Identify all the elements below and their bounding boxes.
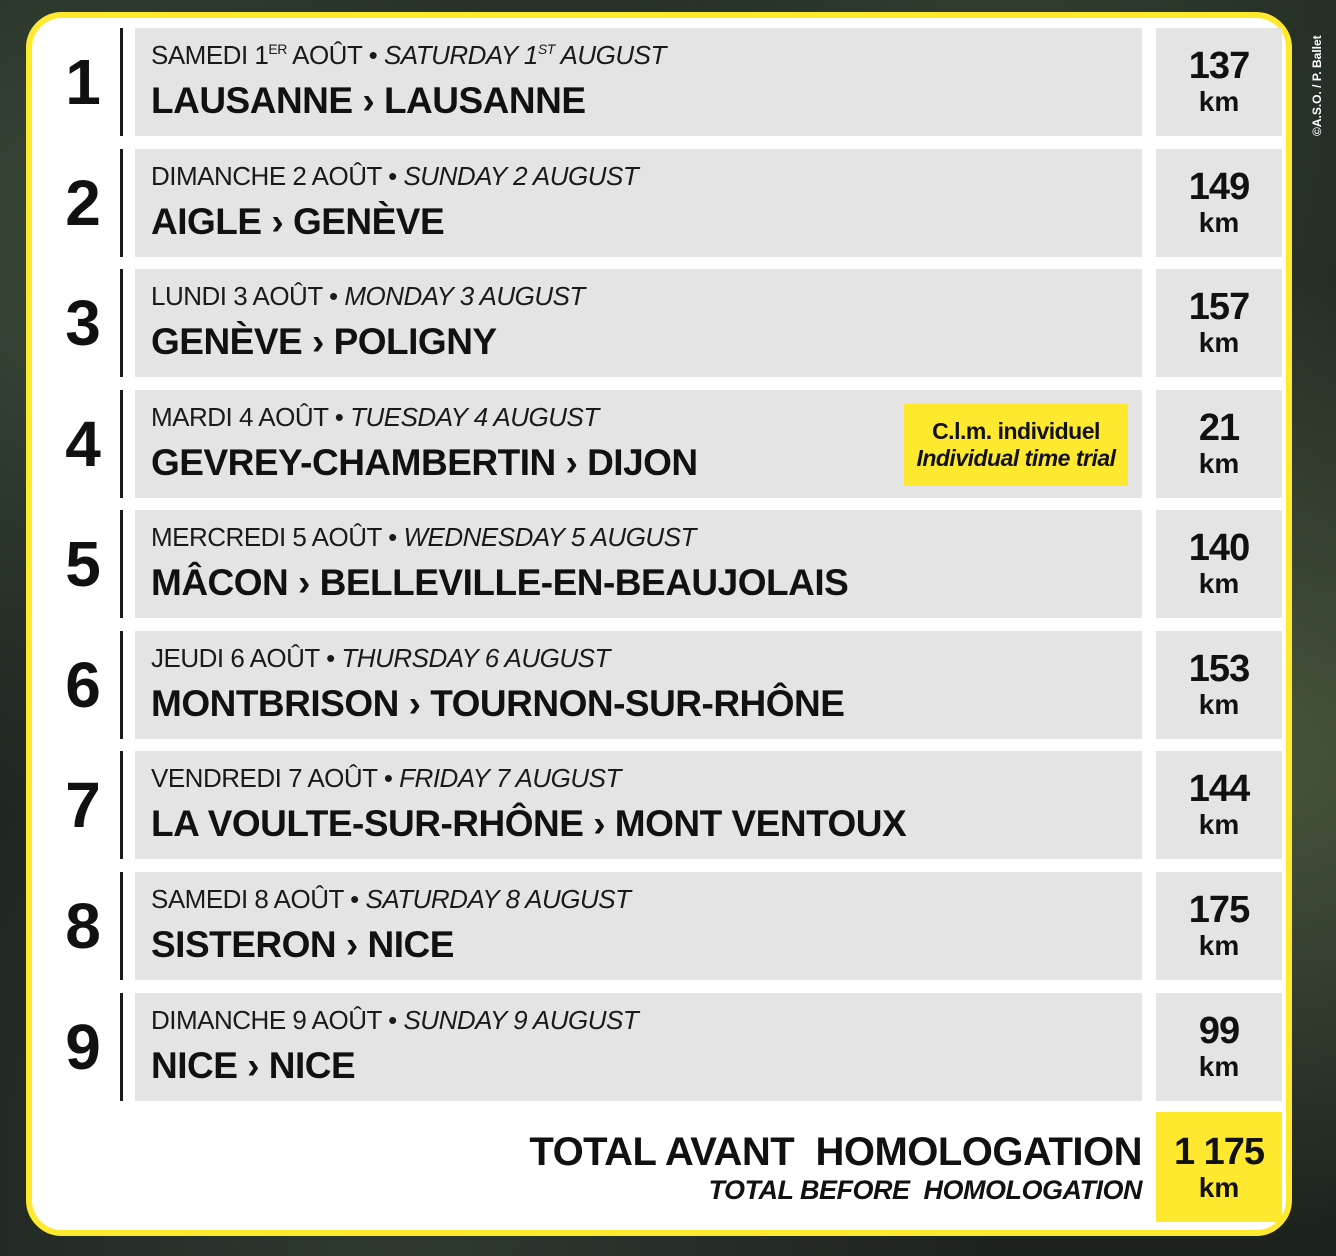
stage-row-5 bbox=[60, 510, 1286, 618]
stage-route: NICE › NICE bbox=[151, 1045, 356, 1086]
date-fr: LUNDI 3 AOÛT bbox=[151, 281, 323, 311]
distance-unit: km bbox=[1198, 568, 1240, 599]
stage-distance bbox=[1156, 28, 1282, 136]
divider bbox=[120, 872, 123, 980]
stage-distance bbox=[1156, 510, 1282, 618]
divider bbox=[120, 510, 123, 618]
stage-info bbox=[135, 872, 1142, 980]
stage-route: LA VOULTE-SUR-RHÔNE › MONT VENTOUX bbox=[151, 803, 907, 844]
stage-row-8 bbox=[60, 872, 1286, 980]
divider bbox=[120, 993, 123, 1101]
divider bbox=[120, 28, 123, 136]
stage-info bbox=[135, 149, 1142, 257]
time-trial-badge bbox=[904, 404, 1128, 486]
stage-date bbox=[151, 161, 638, 192]
divider bbox=[120, 390, 123, 498]
photo-credit-text: ©A.S.O. / P. Ballet bbox=[1310, 35, 1324, 136]
distance-value: 137 bbox=[1188, 45, 1250, 87]
date-separator: • bbox=[381, 161, 404, 191]
date-en: SUNDAY 9 AUGUST bbox=[403, 1005, 639, 1035]
stage-route: LAUSANNE › LAUSANNE bbox=[151, 80, 586, 121]
distance-value: 157 bbox=[1188, 286, 1250, 328]
stage-number: 2 bbox=[65, 167, 99, 239]
stage-info bbox=[135, 28, 1142, 136]
distance-unit: km bbox=[1198, 86, 1240, 117]
stage-row-2 bbox=[60, 149, 1286, 257]
distance-unit: km bbox=[1198, 809, 1240, 840]
divider bbox=[120, 631, 123, 739]
stage-distance bbox=[1156, 993, 1282, 1101]
stage-date bbox=[151, 402, 599, 433]
stage-route: GEVREY-CHAMBERTIN › DIJON bbox=[151, 442, 698, 483]
stage-route: AIGLE › GENÈVE bbox=[151, 201, 445, 242]
date-en bbox=[384, 40, 666, 70]
distance-value: 140 bbox=[1188, 527, 1250, 569]
distance-value: 153 bbox=[1188, 648, 1250, 690]
date-fr: VENDREDI 7 AOÛT bbox=[151, 763, 378, 793]
stage-info bbox=[135, 390, 1142, 498]
distance-value: 175 bbox=[1188, 889, 1250, 931]
stage-info bbox=[135, 510, 1142, 618]
stage-route: MÂCON › BELLEVILLE-EN-BEAUJOLAIS bbox=[151, 562, 849, 603]
date-separator: • bbox=[361, 40, 384, 70]
stage-info bbox=[135, 631, 1142, 739]
stage-number: 6 bbox=[65, 649, 99, 721]
stage-number: 1 bbox=[65, 46, 99, 118]
date-en-suffix: ST bbox=[537, 41, 555, 57]
date-en-main: SATURDAY 1 bbox=[383, 40, 538, 70]
stage-distance bbox=[1156, 149, 1282, 257]
stage-row-1 bbox=[60, 28, 1286, 136]
stage-number: 9 bbox=[65, 1011, 99, 1083]
date-separator: • bbox=[328, 402, 351, 432]
divider bbox=[120, 269, 123, 377]
total-value: 1 175 bbox=[1173, 1131, 1265, 1173]
total-distance bbox=[1156, 1112, 1282, 1222]
distance-value: 149 bbox=[1188, 166, 1250, 208]
date-fr: JEUDI 6 AOÛT bbox=[151, 643, 320, 673]
distance-value: 144 bbox=[1188, 768, 1250, 810]
stage-info bbox=[135, 751, 1142, 859]
distance-unit: km bbox=[1198, 327, 1240, 358]
stage-row-4 bbox=[60, 390, 1286, 498]
total-label-fr: TOTAL AVANT HOMOLOGATION bbox=[529, 1130, 1142, 1174]
stage-row-9 bbox=[60, 993, 1286, 1101]
stage-date bbox=[151, 281, 585, 312]
stage-distance bbox=[1156, 872, 1282, 980]
stage-date bbox=[151, 1005, 638, 1036]
total-label-en: TOTAL BEFORE HOMOLOGATION bbox=[708, 1175, 1142, 1205]
stage-row-7 bbox=[60, 751, 1286, 859]
divider bbox=[120, 751, 123, 859]
stage-route: SISTERON › NICE bbox=[151, 924, 454, 965]
stage-row-3 bbox=[60, 269, 1286, 377]
stage-number: 5 bbox=[65, 528, 99, 600]
stage-number: 7 bbox=[65, 769, 99, 841]
distance-unit: km bbox=[1198, 1051, 1240, 1082]
date-fr: SAMEDI 8 AOÛT bbox=[151, 884, 344, 914]
date-fr: SAMEDI 1 bbox=[151, 40, 269, 70]
stage-date bbox=[151, 40, 666, 71]
distance-value: 21 bbox=[1198, 407, 1240, 449]
date-separator: • bbox=[381, 1005, 404, 1035]
photo-credit bbox=[1306, 36, 1330, 136]
date-en: SATURDAY 8 AUGUST bbox=[365, 884, 631, 914]
date-fr: MARDI 4 AOÛT bbox=[151, 402, 329, 432]
date-separator: • bbox=[377, 763, 400, 793]
stage-distance bbox=[1156, 631, 1282, 739]
date-separator: • bbox=[343, 884, 366, 914]
date-separator: • bbox=[322, 281, 345, 311]
date-en: MONDAY 3 AUGUST bbox=[344, 281, 585, 311]
stage-route: MONTBRISON › TOURNON-SUR-RHÔNE bbox=[151, 683, 845, 724]
date-fr-rest: AOÛT bbox=[286, 40, 362, 70]
stage-row-6 bbox=[60, 631, 1286, 739]
stage-number: 8 bbox=[65, 890, 99, 962]
date-fr: DIMANCHE 2 AOÛT bbox=[151, 161, 382, 191]
stage-info bbox=[135, 993, 1142, 1101]
divider bbox=[120, 149, 123, 257]
distance-unit: km bbox=[1198, 448, 1240, 479]
date-fr: DIMANCHE 9 AOÛT bbox=[151, 1005, 382, 1035]
distance-unit: km bbox=[1198, 207, 1240, 238]
date-en: TUESDAY 4 AUGUST bbox=[350, 402, 599, 432]
date-separator: • bbox=[319, 643, 342, 673]
stage-number: 3 bbox=[65, 287, 99, 359]
stage-date bbox=[151, 884, 631, 915]
stage-route: GENÈVE › POLIGNY bbox=[151, 321, 497, 362]
stage-distance bbox=[1156, 390, 1282, 498]
date-en: WEDNESDAY 5 AUGUST bbox=[403, 522, 696, 552]
stage-date bbox=[151, 763, 621, 794]
badge-label-en: Individual time trial bbox=[916, 445, 1116, 471]
badge-label-fr: C.l.m. individuel bbox=[932, 418, 1100, 444]
stage-date bbox=[151, 643, 610, 674]
distance-unit: km bbox=[1198, 689, 1240, 720]
stage-distance bbox=[1156, 751, 1282, 859]
stage-date bbox=[151, 522, 696, 553]
date-en: THURSDAY 6 AUGUST bbox=[341, 643, 610, 673]
stage-number: 4 bbox=[65, 408, 99, 480]
total-labels bbox=[529, 1130, 1142, 1206]
total-unit: km bbox=[1198, 1172, 1240, 1203]
date-en-rest: AUGUST bbox=[554, 40, 666, 70]
distance-unit: km bbox=[1198, 930, 1240, 961]
total-row bbox=[60, 1112, 1286, 1222]
stage-distance bbox=[1156, 269, 1282, 377]
distance-value: 99 bbox=[1198, 1010, 1240, 1052]
date-en: SUNDAY 2 AUGUST bbox=[403, 161, 639, 191]
date-en: FRIDAY 7 AUGUST bbox=[399, 763, 621, 793]
date-fr-suffix: ER bbox=[268, 41, 287, 57]
date-separator: • bbox=[381, 522, 404, 552]
date-fr: MERCREDI 5 AOÛT bbox=[151, 522, 382, 552]
stage-info bbox=[135, 269, 1142, 377]
